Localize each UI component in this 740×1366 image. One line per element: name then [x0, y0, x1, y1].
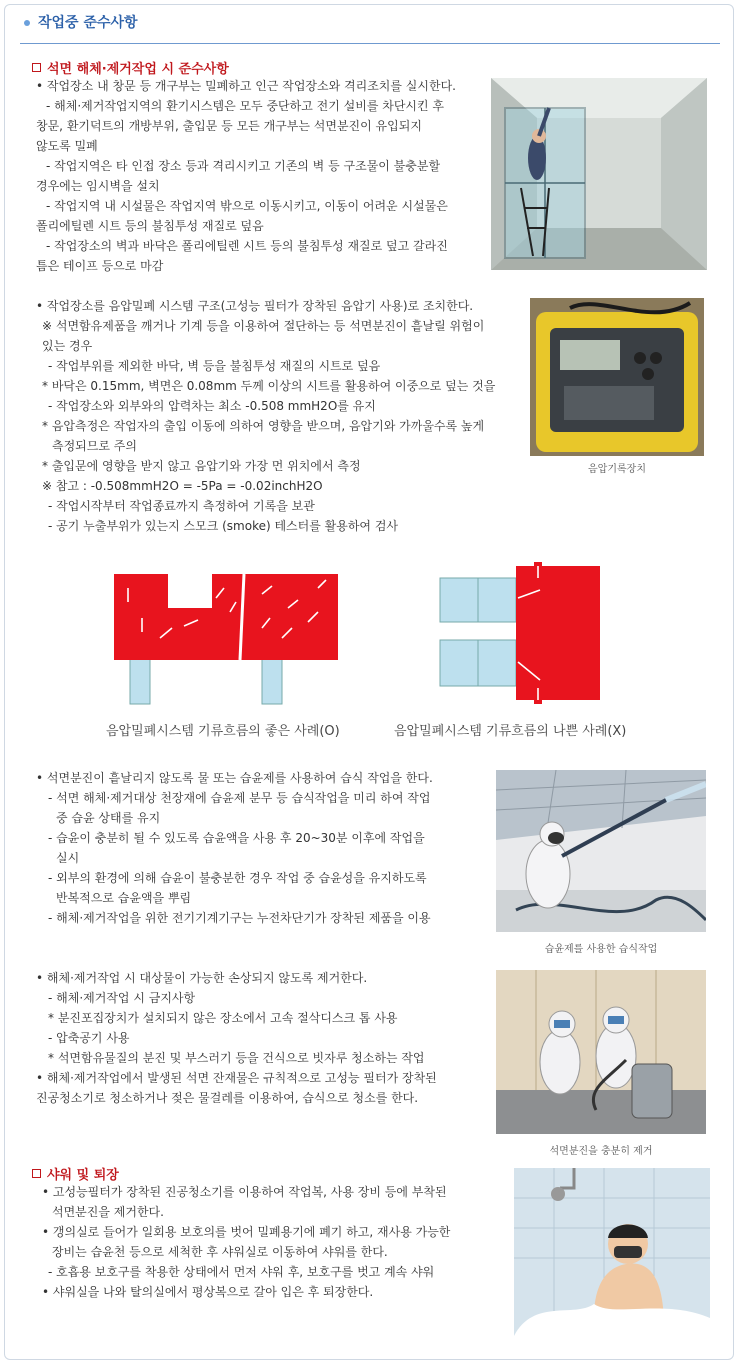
section-title-removal: 석면 해체·제거작업 시 준수사항 [32, 58, 229, 77]
text-line: • 작업장소 내 창문 등 개구부는 밀폐하고 인근 작업장소와 격리조치를 실시한다. [36, 79, 456, 93]
text-line: - 습윤이 충분히 될 수 있도록 습윤액을 사용 후 20~30분 이후에 작업을 [48, 831, 425, 845]
shower-illustration [514, 1168, 710, 1336]
pressure-recorder-photo [530, 298, 704, 456]
text-line: * 바닥은 0.15mm, 벽면은 0.08mm 두께 이상의 시트를 활용하여 이중으로 덮는 것을 [42, 379, 496, 393]
text-line: • 작업장소를 음압밀폐 시스템 구조(고성능 필터가 장착된 음압기 사용)로 조치한다. [36, 299, 474, 313]
text-line: - 압축공기 사용 [48, 1031, 130, 1045]
text-line: - 작업시작부터 작업종료까지 측정하여 기록을 보관 [48, 499, 315, 513]
title-divider [20, 43, 720, 44]
text-line: - 해체·제거작업지역의 환기시스템은 모두 중단하고 전기 설비를 차단시킨 후 [46, 99, 445, 113]
text-line: 실시 [56, 851, 80, 865]
recorder-caption: 음압기록장치 [588, 464, 646, 475]
square-bullet-icon [32, 63, 41, 72]
text-line: • 갱의실로 들어가 일회용 보호의를 벗어 밀폐용기에 폐기 하고, 재사용 가능한 [42, 1225, 451, 1239]
text-line: 폴리에틸렌 시트 등의 불침투성 재질로 덮음 [36, 219, 264, 233]
text-line: - 작업부위를 제외한 바닥, 벽 등을 불침투성 재질의 시트로 덮음 [48, 359, 381, 373]
text-line: 측정되므로 주의 [52, 439, 137, 453]
text-line: - 석면 해체·제거대상 천장재에 습윤제 분무 등 습식작업을 미리 하여 작업 [48, 791, 431, 805]
bullet-dot-icon [24, 20, 30, 26]
text-line: • 해체·제거작업에서 발생된 석면 잔재물은 규칙적으로 고성능 필터가 장착된 [36, 1071, 437, 1085]
text-line: - 해체·제거작업 시 금지사항 [48, 991, 196, 1005]
text-line: - 호흡용 보호구를 착용한 상태에서 먼저 샤워 후, 보호구를 벗고 계속 샤워 [48, 1265, 435, 1279]
text-line: 석면분진을 제거한다. [52, 1205, 164, 1219]
text-line: - 작업장소의 벽과 바닥은 폴리에틸렌 시트 등의 불침투성 재질로 덮고 갈라진 [46, 239, 448, 253]
text-line: ※ 석면함유제품을 깨거나 기계 등을 이용하여 절단하는 등 석면분진이 흩날릴 위험이 [42, 319, 485, 333]
wet-work-illustration [496, 770, 706, 932]
text-line: * 음압측정은 작업자의 출입 이동에 의하여 영향을 받으며, 음압기와 가까울수록 높게 [42, 419, 485, 433]
text-line: 장비는 습윤천 등으로 세척한 후 샤워실로 이동하여 샤워를 한다. [52, 1245, 388, 1259]
isolation-room-photo [491, 78, 707, 270]
dust-removal-illustration [496, 970, 706, 1134]
text-line: - 작업지역은 타 인접 장소 등과 격리시키고 기존의 벽 등 구조물이 불충분할 [46, 159, 441, 173]
text-line: * 출입문에 영향을 받지 않고 음압기와 가장 먼 위치에서 측정 [42, 459, 361, 473]
text-line: 있는 경우 [42, 339, 93, 353]
text-line: 반복적으로 습윤액을 뿌림 [56, 891, 192, 905]
text-line: * 석면함유물질의 분진 및 부스러기 등을 건식으로 빗자루 청소하는 작업 [48, 1051, 425, 1065]
bad-airflow-diagram [438, 562, 608, 704]
text-line: * 분진포집장치가 설치되지 않은 장소에서 고속 절삭디스크 톱 사용 [48, 1011, 398, 1025]
text-line: 창문, 환기덕트의 개방부위, 출입문 등 모든 개구부는 석면분진이 유입되지 [36, 119, 422, 133]
text-line: • 석면분진이 흩날리지 않도록 물 또는 습윤제를 사용하여 습식 작업을 한다. [36, 771, 433, 785]
text-line: • 고성능필터가 장착된 진공청소기를 이용하여 작업복, 사용 장비 등에 부착된 [42, 1185, 447, 1199]
text-line: - 해체·제거작업을 위한 전기기계기구는 누전차단기가 장착된 제품을 이용 [48, 911, 431, 925]
good-airflow-diagram [112, 568, 344, 708]
text-line: • 해체·제거작업 시 대상물이 가능한 손상되지 않도록 제거한다. [36, 971, 368, 985]
wet-work-caption: 습윤제를 사용한 습식작업 [544, 944, 658, 955]
bad-example-caption: 음압밀폐시스템 기류흐름의 나쁜 사례(X) [394, 724, 627, 739]
good-example-caption: 음압밀폐시스템 기류흐름의 좋은 사례(O) [106, 724, 340, 739]
text-line: - 작업장소와 외부와의 압력차는 최소 -0.508 mmH2O를 유지 [48, 399, 376, 413]
text-line: 틈은 테이프 등으로 마감 [36, 259, 164, 273]
text-line: • 샤워실을 나와 탈의실에서 평상복으로 갈아 입은 후 퇴장한다. [42, 1285, 374, 1299]
square-bullet-icon [32, 1169, 41, 1178]
text-line: - 작업지역 내 시설물은 작업지역 밖으로 이동시키고, 이동이 어려운 시설물은 [46, 199, 448, 213]
text-line: ※ 참고 : -0.508mmH2O = -5Pa = -0.02inchH2O [42, 479, 323, 493]
text-line: 진공청소기로 청소하거나 젖은 물걸레를 이용하여, 습식으로 청소를 한다. [36, 1091, 419, 1105]
section-title-shower: 샤워 및 퇴장 [32, 1164, 119, 1183]
text-line: - 외부의 환경에 의해 습윤이 불충분한 경우 작업 중 습윤성을 유지하도록 [48, 871, 427, 885]
text-line: 중 습윤 상태를 유지 [56, 811, 161, 825]
text-line: 않도록 밀폐 [36, 139, 98, 153]
text-line: 경우에는 임시벽을 설치 [36, 179, 160, 193]
text-line: - 공기 누출부위가 있는지 스모크 (smoke) 테스터를 활용하여 검사 [48, 519, 399, 533]
dust-removal-caption: 석면분진을 충분히 제거 [549, 1146, 653, 1157]
page-title: 작업중 준수사항 [24, 12, 138, 32]
